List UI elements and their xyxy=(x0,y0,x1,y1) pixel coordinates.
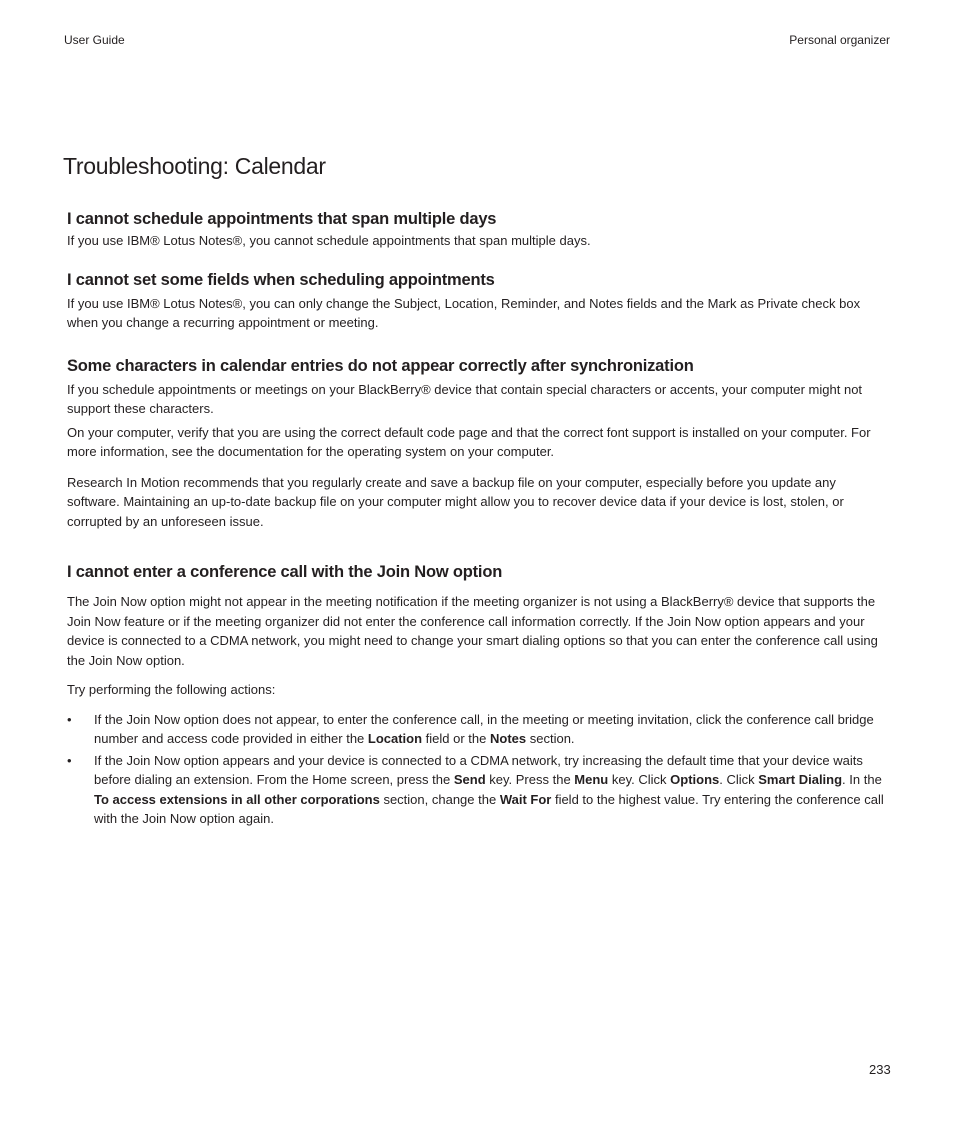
section-heading: I cannot enter a conference call with the Join Now option xyxy=(67,563,503,581)
header-guide-title: User Guide xyxy=(64,33,125,47)
section-multiple-days xyxy=(67,208,890,251)
list-item xyxy=(67,751,890,829)
section-paragraph: If you schedule appointments or meetings on your BlackBerry® device that contain special characters or accents, your computer might not support these characters. xyxy=(67,381,863,416)
section-paragraph: The Join Now option might not appear in the meeting notification if the meeting organizer is not using a BlackBerry® device that supports the Join Now feature or if the meeting organizer did not enter the conference call information correctly. If the Join Now option appears and your device is connected to a CDMA network, you might need to change your smart dialing options so that you can enter the conference call using the Join Now option. xyxy=(67,594,878,668)
menu-item-name: Smart Dialing xyxy=(758,772,843,787)
section-paragraph: Try performing the following actions: xyxy=(67,682,276,697)
page-title: Troubleshooting: Calendar xyxy=(63,153,326,179)
list-item-text: . Click xyxy=(719,772,759,787)
section-characters xyxy=(67,355,890,532)
section-paragraph: If you use IBM® Lotus Notes®, you cannot schedule appointments that span multiple days. xyxy=(67,233,591,248)
section-name: To access extensions in all other corporations xyxy=(94,791,380,807)
field-name: Wait For xyxy=(499,791,552,807)
header-chapter-title: Personal organizer xyxy=(789,33,890,47)
list-item-text: section, change the xyxy=(379,791,500,807)
list-item-text: section. xyxy=(526,731,575,746)
running-header xyxy=(64,33,890,47)
page-number: 233 xyxy=(869,1062,891,1077)
section-join-now xyxy=(67,561,890,829)
key-name: Send xyxy=(453,772,486,787)
list-item-text: . In the xyxy=(842,772,882,787)
section-heading: I cannot set some fields when scheduling appointments xyxy=(67,270,495,289)
bullet-glyph: • xyxy=(67,752,72,768)
field-name: Location xyxy=(367,731,423,746)
list-item-text: key. Click xyxy=(608,772,671,787)
page-content xyxy=(67,208,890,831)
menu-item-name: Options xyxy=(670,772,720,787)
section-name: Notes xyxy=(490,731,527,746)
list-item-text: field to the highest value. Try entering the conference call with the Join Now option again. xyxy=(94,791,884,826)
section-fields xyxy=(67,269,890,333)
list-item-text: key. Press the xyxy=(485,772,575,787)
list-item-text: If the Join Now option appears and your device is connected to a CDMA network, try increasing the default time that your device waits before dialing an extension. From the Home screen, press the xyxy=(94,752,863,787)
list-item xyxy=(67,710,890,749)
action-list xyxy=(67,710,890,829)
list-item-text: If the Join Now option does not appear, to enter the conference call, in the meeting or meeting invitation, click the conference call bridge number and access code provided in either the xyxy=(94,711,874,746)
section-paragraph: Research In Motion recommends that you regularly create and save a backup file on your computer, especially before you update any software. Maintaining an up-to-date backup file on your computer might allow you to recover device data if your device is lost, stolen, or corrupted by an unforeseen issue. xyxy=(67,474,844,529)
section-heading: I cannot schedule appointments that span multiple days xyxy=(67,210,497,228)
bullet-glyph: • xyxy=(67,711,72,727)
section-heading: Some characters in calendar entries do not appear correctly after synchronization xyxy=(67,356,694,375)
section-paragraph: On your computer, verify that you are using the correct default code page and that the correct font support is installed on your computer. For more information, see the documentation for the operating system on your computer. xyxy=(67,424,871,459)
section-paragraph: If you use IBM® Lotus Notes®, you can only change the Subject, Location, Reminder, and Notes fields and the Mark as Private check box when you change a recurring appointment or meeting. xyxy=(67,295,861,330)
key-name: Menu xyxy=(574,772,609,787)
list-item-text: field or the xyxy=(422,731,490,746)
